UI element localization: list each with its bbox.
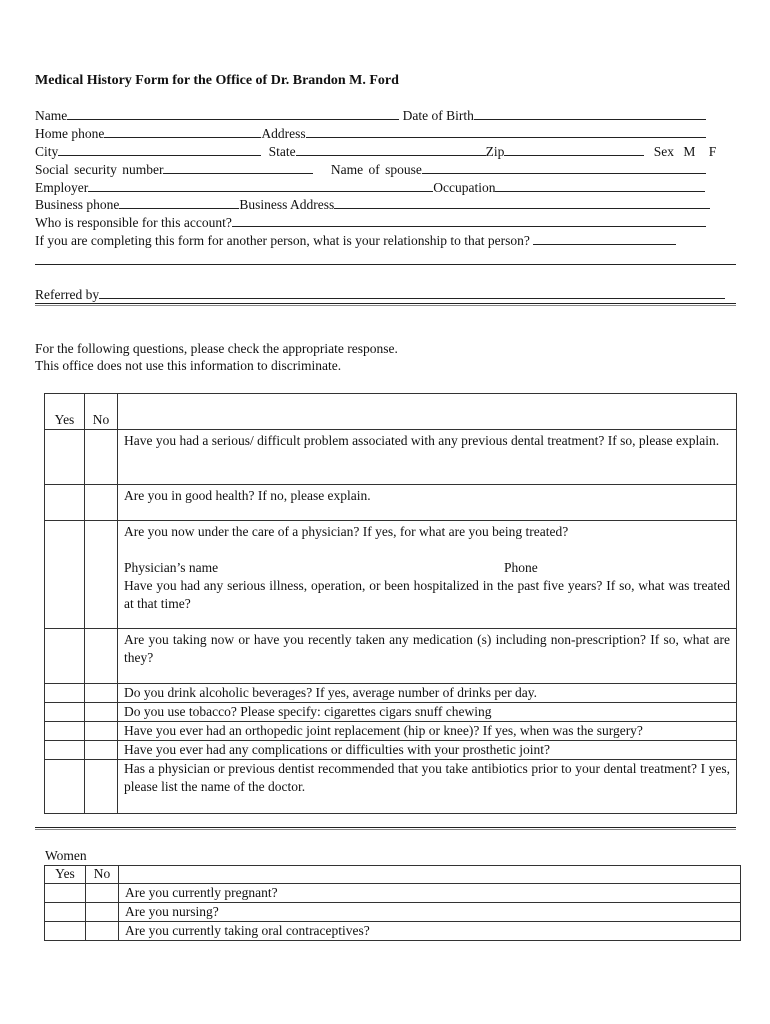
table-row bbox=[45, 485, 737, 521]
table-row bbox=[45, 760, 737, 814]
page-title: Medical History Form for the Office of Dr. Brandon M. Ford bbox=[35, 73, 399, 88]
yes-checkbox[interactable] bbox=[45, 629, 85, 684]
question-text: Are you nursing? bbox=[119, 903, 741, 922]
yes-checkbox[interactable] bbox=[45, 922, 86, 941]
yes-header: Yes bbox=[45, 394, 85, 430]
table-row bbox=[45, 430, 737, 485]
employer-field[interactable] bbox=[88, 180, 433, 192]
women-no-header: No bbox=[86, 866, 119, 884]
sex-f-option[interactable]: F bbox=[708, 144, 717, 159]
question-text: Do you drink alcoholic beverages? If yes, average number of drinks per day. bbox=[118, 684, 737, 703]
employer-label: Employer bbox=[35, 180, 89, 195]
table-row bbox=[45, 884, 741, 903]
city-row bbox=[35, 144, 716, 160]
dob-field[interactable] bbox=[474, 108, 706, 120]
no-checkbox[interactable] bbox=[86, 903, 119, 922]
yes-checkbox[interactable] bbox=[45, 684, 85, 703]
no-checkbox[interactable] bbox=[86, 884, 119, 903]
table-row bbox=[45, 722, 737, 741]
no-checkbox[interactable] bbox=[85, 684, 118, 703]
business-phone-field[interactable] bbox=[119, 197, 239, 209]
instructions-line-2: This office does not use this information to discriminate. bbox=[35, 358, 342, 373]
business-phone-label: Business phone bbox=[35, 197, 120, 212]
section-divider bbox=[35, 303, 736, 306]
question-text: Have you had a serious/ difficult problem associated with any previous dental treatment? If so, please explain. bbox=[118, 430, 737, 485]
occupation-field[interactable] bbox=[495, 180, 705, 192]
question-cell bbox=[118, 521, 737, 629]
table-row bbox=[45, 629, 737, 684]
question-header bbox=[118, 394, 737, 430]
name-label: Name bbox=[35, 108, 68, 123]
women-heading: Women bbox=[45, 848, 87, 863]
women-question-header bbox=[119, 866, 741, 884]
ssn-label: Social security number bbox=[35, 162, 164, 177]
table-row bbox=[45, 703, 737, 722]
question-text: Are you taking now or have you recently taken any medication (s) including non-prescription? If so, what are they? bbox=[118, 629, 737, 684]
business-address-field[interactable] bbox=[334, 197, 710, 209]
question-text: Are you now under the care of a physician? If yes, for what are you being treated? bbox=[124, 524, 569, 539]
table-row bbox=[45, 684, 737, 703]
referred-field[interactable] bbox=[99, 287, 725, 299]
referred-label: Referred by bbox=[35, 287, 100, 302]
sex-label: Sex bbox=[653, 144, 675, 159]
physician-row bbox=[124, 559, 730, 577]
yes-checkbox[interactable] bbox=[45, 760, 85, 814]
no-checkbox[interactable] bbox=[86, 922, 119, 941]
question-text: Are you currently pregnant? bbox=[119, 884, 741, 903]
yes-checkbox[interactable] bbox=[45, 703, 85, 722]
question-text: Are you in good health? If no, please explain. bbox=[118, 485, 737, 521]
question-text: Have you ever had an orthopedic joint replacement (hip or knee)? If yes, when was the surgery? bbox=[118, 722, 737, 741]
dob-label: Date of Birth bbox=[402, 108, 474, 123]
no-checkbox[interactable] bbox=[85, 703, 118, 722]
table-header-row bbox=[45, 394, 737, 430]
ssn-field[interactable] bbox=[163, 162, 313, 174]
ssn-row bbox=[35, 162, 706, 178]
yes-checkbox[interactable] bbox=[45, 903, 86, 922]
address-field[interactable] bbox=[306, 126, 706, 138]
business-address-label: Business Address bbox=[239, 197, 335, 212]
occupation-label: Occupation bbox=[433, 180, 496, 195]
question-text: Have you ever had any complications or difficulties with your prosthetic joint? bbox=[118, 741, 737, 760]
no-checkbox[interactable] bbox=[85, 629, 118, 684]
responsible-field[interactable] bbox=[232, 215, 706, 227]
yes-checkbox[interactable] bbox=[45, 884, 86, 903]
referred-row bbox=[35, 287, 725, 303]
name-row bbox=[35, 108, 706, 124]
relationship-field[interactable] bbox=[533, 233, 676, 245]
question-text: Has a physician or previous dentist recommended that you take antibiotics prior to your dental treatment? I yes, please list the name of the doctor. bbox=[118, 760, 737, 814]
table-row bbox=[45, 741, 737, 760]
spouse-label: Name of spouse bbox=[330, 162, 422, 177]
physician-name-label: Physician’s name bbox=[124, 560, 219, 575]
yes-checkbox[interactable] bbox=[45, 485, 85, 521]
no-checkbox[interactable] bbox=[85, 521, 118, 629]
yes-checkbox[interactable] bbox=[45, 722, 85, 741]
home-phone-row bbox=[35, 126, 706, 142]
zip-field[interactable] bbox=[504, 144, 644, 156]
question-text: Are you currently taking oral contraceptives? bbox=[119, 922, 741, 941]
no-checkbox[interactable] bbox=[85, 430, 118, 485]
table-row bbox=[45, 903, 741, 922]
responsible-label: Who is responsible for this account? bbox=[35, 215, 232, 230]
women-section-divider bbox=[35, 827, 736, 830]
instructions-line-1: For the following questions, please check the appropriate response. bbox=[35, 341, 398, 356]
name-field[interactable] bbox=[67, 108, 399, 120]
yes-checkbox[interactable] bbox=[45, 521, 85, 629]
relationship-label: If you are completing this form for another person, what is your relationship to that person? bbox=[35, 233, 530, 248]
city-field[interactable] bbox=[58, 144, 261, 156]
zip-label: Zip bbox=[485, 144, 505, 159]
business-row bbox=[35, 197, 710, 213]
table-row bbox=[45, 922, 741, 941]
physician-phone-label: Phone bbox=[504, 560, 538, 575]
spouse-field[interactable] bbox=[422, 162, 706, 174]
home-phone-label: Home phone bbox=[35, 126, 105, 141]
question-text: Do you use tobacco? Please specify: cigarettes cigars snuff chewing bbox=[118, 703, 737, 722]
relationship-continuation-line[interactable] bbox=[35, 264, 736, 265]
address-label: Address bbox=[261, 126, 306, 141]
no-checkbox[interactable] bbox=[85, 741, 118, 760]
sex-m-option[interactable]: M bbox=[683, 144, 696, 159]
state-field[interactable] bbox=[296, 144, 486, 156]
women-table bbox=[44, 865, 741, 941]
no-checkbox[interactable] bbox=[85, 485, 118, 521]
responsible-row bbox=[35, 215, 706, 231]
no-header: No bbox=[85, 394, 118, 430]
yes-checkbox[interactable] bbox=[45, 430, 85, 485]
home-phone-field[interactable] bbox=[104, 126, 261, 138]
table-row bbox=[45, 521, 737, 629]
no-checkbox[interactable] bbox=[85, 722, 118, 741]
employer-row bbox=[35, 180, 705, 196]
no-checkbox[interactable] bbox=[85, 760, 118, 814]
yes-checkbox[interactable] bbox=[45, 741, 85, 760]
city-label: City bbox=[35, 144, 59, 159]
state-label: State bbox=[268, 144, 296, 159]
questions-table bbox=[44, 393, 737, 814]
question-text: Have you had any serious illness, operation, or been hospitalized in the past five years? If so, what was treated at that time? bbox=[124, 578, 730, 611]
relationship-row bbox=[35, 233, 676, 249]
women-yes-header: Yes bbox=[45, 866, 86, 884]
women-header-row bbox=[45, 866, 741, 884]
